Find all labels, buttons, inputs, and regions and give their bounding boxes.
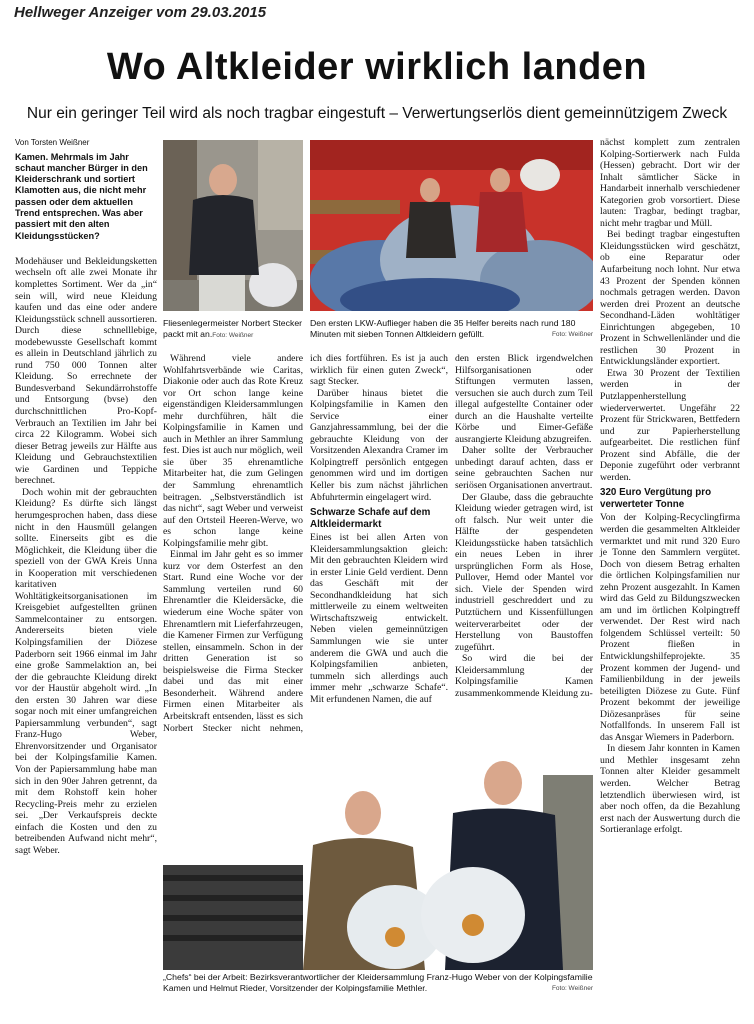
caption-photo-3: „Chefs“ bei der Arbeit: Bezirksverantwortlicher der Kleidersammlung Franz-Hugo Weber von der Kolpingsfamilie Kamen und Helmut Rieder, Vorsitzender der Kolpingsfamilie Methler. Foto: Weißner: [163, 972, 593, 993]
photo-credit: Foto: Weißner: [551, 985, 593, 992]
column-1: [15, 137, 157, 856]
paragraph: Daher sollte der Verbraucher unbedingt darauf achten, dass er seine gebrauchten Sachen nur seriösen Organisationen anvertraut.: [455, 445, 593, 492]
column-2: [163, 353, 303, 769]
subheading-schwarze-schafe: Schwarze Schafe auf dem Altkleidermarkt: [310, 507, 431, 530]
paragraph: Modehäuser und Bekleidungsketten wechseln oft alle zwei Monate ihr komplettes Sortiment. Wer da „in“ sein will, wird neue Kleidung kaufen und das eine oder andere Kleidungsstück schnell aussortieren. Durch diese schnelllebige, modebewusste Gesellschaft kommt es allein in Deutschland jährlich zu rund 750 000 Tonnen alter Kleidung. So errechnete der Bundesverband Sekundärrohstoffe und Entsorgung (bvse) den durchschnittlichen Pro-Kopf-Verbrauch an Textilien im Jahr bei circa 22 Kilogramm. Wobei sich dieser Betrag jeweils zur Hälfte aus Kleidung und Gebrauchstextilien wie Gardinen und Teppiche berechnet.: [15, 255, 157, 487]
photo-credit: Foto: Weißner: [551, 331, 593, 338]
paragraph: den ersten Blick irgendwelchen Hilfsorganisationen oder Stiftungen vermuten lassen, versuchen sie auch durch zum Teil illegal aufgestellte Container oder durch an die Haushalte verteilte Körbe und Eimer-Gefäße ausrangierte Kleidung abzugreifen.: [455, 353, 593, 445]
photo-norbert-stecker: [163, 140, 303, 311]
paragraph: Während viele andere Wohlfahrtsverbände wie Caritas, Diakonie oder auch das Rote Kreuz vor Ort schon lange keine eigenständigen Kleidersammlungen mehr durchführen, hält die Kolpingsfamilie in Kamen und auch in Methler an ihrer Sammlung fest. Dies ist auch nur möglich, weil sie über 35 ehrenamtliche Mitarbeiter hat, die zum Gelingen der Sammlung ehrenamtlich beitragen. „Selbstverständlich ist das nicht“, sagt Weber und verweist auf den Ortsteil Heeren-Werve, wo es schon lange keine Kolpingsfamilie mehr gibt.: [163, 353, 303, 549]
intro-text: Kamen. Mehrmals im Jahr schaut mancher Bürger in den Kleiderschrank und sortiert Klamotten aus, die nicht mehr passen oder dem aktuellen Trend entsprechen. Was aber passiert mit den alten Kleidungsstücken?: [15, 151, 148, 241]
paragraph: Darüber hinaus bietet die Kolpingsfamilie in Kamen den Service einer Ganzjahressammlung, bei der die gebrauchte Kleidung von der Vorsitzenden Alexandra Cramer im Kolpingtreff persönlich entgegen genommen wird und im dortigen Keller bis zum nächst jährlichen Abfuhrtermin eingelagert wird.: [310, 387, 448, 503]
photo-credit: Foto: Weißner: [212, 332, 254, 339]
paragraph: In diesem Jahr konnten in Kamen und Methler insgesamt zehn Tonnen alter Kleider gesammelt werden. Welcher Betrag letztendlich überwiesen wird, ist aber noch offen, da die Bezahlung erst nach der Auswertung durch die Sortieranlage erfolgt.: [600, 743, 740, 836]
paragraph: Etwa 30 Prozent der Textilien werden in der Putzlappenherstellung wiederverwertet. Ungefähr 22 Prozent für Strickwaren, Bettfedern und zur Papierherstellung aufgearbeitet. Die restlichen fünf Prozent sind Abfälle, die der Deponie zugeführt oder verbrannt werden.: [600, 367, 740, 483]
column-3: [310, 353, 448, 705]
paragraph: Bei bedingt tragbar eingestuften Kleidungsstücken wird geschätzt, ob eine Reparatur oder Aufarbeitung noch lohnt. Nur etwa 43 Prozent der Spenden können nochmals getragen werden. Davon werden drei Prozent an deutsche Secondhand-Läden wohltätiger Einrichtungen abgegeben, 10 Prozent in Schwellenländer und die restlichen 30 Prozent in Entwicklungsländer exportiert.: [600, 229, 740, 368]
caption-photo-1: Fliesenlegermeister Norbert Stecker packt mit an.Foto: Weißner: [163, 318, 303, 339]
paragraph: ich dies fortführen. Es ist ja auch wirklich für einen guten Zweck“, sagt Stecker.: [310, 353, 448, 388]
headline: Wo Altkleider wirklich landen: [106, 46, 648, 88]
paragraph: Von der Kolping-Recyclingfirma werden die gesammelten Altkleider vermarktet und mit rund 320 Euro je Tonne den Sammlern vergütet. Doch von diesem Betrag erhalten die örtlichen Kolpingsfamilien nur zehn Prozent ausgezahlt. In Kamen wird das Geld zu Bildungszwecken am und im örtlichen Kolpingtreff verwendet. Der Rest wird nach folgendem Schlüssel verteilt: 50 Prozent fließen in Entwicklungshilfeprojekte. 35 Prozent kommen der Jugend- und Familienbildung in der jeweils beteiligten Diözese zu Gute. Fünf Prozent bekommt der jeweilige Diözesanpräses für seine Notfallfonds. In unserem Fall ist das Ansgar Wiemers in Paderborn.: [600, 512, 740, 743]
masthead: Hellweger Anzeiger vom 29.03.2015: [14, 4, 267, 21]
paragraph: Einmal im Jahr geht es so immer kurz vor dem Osterfest an den Start. Rund eine Woche vor der Sammlung verteilen rund 60 Ehrenamtler die Kleidersäcke, die wiederum eine Woche später von Ehrenamtlern mit Lieferfahrzeugen, die Kamener Firmen zur Verfügung stellen, einsammeln. Schon in der dritten Generation ist so beispielsweise die Firma Stecker dabei und das mit einer Besonderheit. Während andere Firmen einen Mitarbeiter als Arbeitskraft entsenden, lässt es sich Norbert Stecker nicht nehmen,: [163, 549, 303, 734]
paragraph: Doch wohin mit der gebrauchten Kleidung? Es dürfte sich längst herumgesprochen haben, dass diese nicht in den Hausmüll gelangen sollte. Einerseits gibt es die Möglichkeit, die Kleidung über die speziell von der GWA Kreis Unna in Kooperation mit verschiedenen karitativen Wohltätigkeitsorganisationen im Kreisgebiet aufgestellten grünen Sammelcontainer zu entsorgen. Andererseits bieten viele Kolpingsfamilien der Diözese Paderborn seit 1966 einmal im Jahr eine große Sammelaktion an, bei der die gebrauchte Kleidung direkt vor der Haustür abgeholt wird. „In den ersten 30 Jahren war diese sogar noch mit einer umfangreichen Papiersammlung verbunden“, sagt Franz-Hugo Weber, Ehrenvorsitzender und Organisator bei der Kolpingsfamilie Kamen. Von der Papiersammlung habe man sich in den 90er Jahren getrennt, da mit dem Rohstoff kein hoher Recycling-Preis mehr zu erzielen sei. „Der Verkaufspreis deckte einfach die Kosten und den zu betreibenden Aufwand nicht mehr“, sagt Weber.: [15, 486, 157, 856]
column-4: [455, 353, 593, 699]
photo-weber-rieder: [163, 735, 593, 970]
paragraph: Der Glaube, dass die gebrauchte Kleidung wieder getragen wird, ist oft falsch. Nur weit unter die Hälfte der gespendeten Kleidungsstücke haben tatsächlich ein neues Leben in ihrer ursprünglichen Form als Hose, Pullover, Hemd oder Mantel vor sich. Viele der Spenden wird industriell geschreddert und zu Putztüchern und Kissenfüllungen weiterverarbeitet oder der Herstellung von Baustoffen zugeführt.: [455, 491, 593, 653]
paragraph: Eines ist bei allen Arten von Kleidersammlungsaktion gleich: Mit den gebrauchten Kleidern wird in erster Linie Geld verdient. Denn das Geschäft mit der Secondhandkleidung hat sich mittlerweile zu einem weltweiten Wirtschaftszweig entwickelt. Neben vielen gemeinnützigen Sammlungen wie sie unter anderem die GWA und auch die Kolpingsfamilien anbieten, tummeln sich allerdings auch immer mehr „schwarze Schafe“. Mit erfundenen Namen, die auf: [310, 532, 448, 705]
subheadline: Nur ein geringer Teil wird als noch tragbar eingestuft – Verwertungserlös dient gemeinnützigem Zweck: [26, 105, 728, 122]
subheading-verguetung: 320 Euro Vergütung pro verwerteter Tonne: [600, 487, 712, 510]
column-5: [600, 137, 740, 836]
byline: Von Torsten Weißner: [15, 138, 90, 147]
paragraph: nächst komplett zum zentralen Kolping-Sortierwerk nach Fulda (Hessen) gebracht. Dort wir der Inhalt sämtlicher Säcke in Handarbeit innerhalb verschiedener Kategorien grob vorsortiert. Diese lauten: Tragbar, bedingt tragbar, nicht mehr tragbar und Müll.: [600, 137, 740, 229]
caption-photo-2: Den ersten LKW-Auflieger haben die 35 Helfer bereits nach rund 180 Minuten mit sieben Tonnen Altkleidern gefüllt. Foto: Weißner: [310, 318, 593, 339]
photo-truck-loading: [310, 140, 593, 311]
paragraph: So wird die bei der Kleidersammlung der Kolpingsfamilie Kamen zusammenkommende Kleidung zu-: [455, 653, 593, 699]
